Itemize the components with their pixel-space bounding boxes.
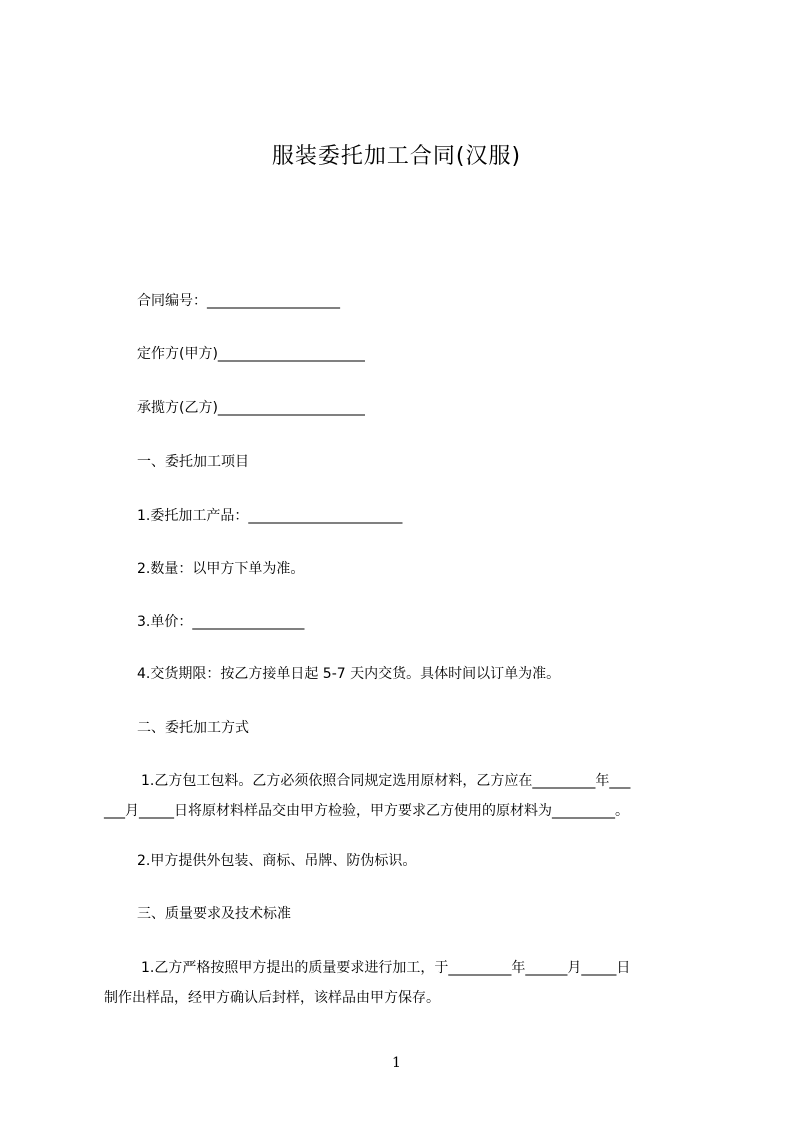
section-2-item-1-line-2: ___月_____日将原材料样品交由甲方检验，甲方要求乙方使用的原材料为_________。 xyxy=(104,803,629,819)
document-title: 服装委托加工合同(汉服) xyxy=(271,144,522,169)
section-3-item-1-line-1: 1.乙方严格按照甲方提出的质量要求进行加工，于_________年______月_____日 xyxy=(141,960,631,976)
section-2-item-2: 2.甲方提供外包装、商标、吊牌、防伪标识。 xyxy=(137,853,417,869)
contract-number-line: 合同编号：___________________ xyxy=(137,293,340,309)
section-2-item-1-line-1: 1.乙方包工包料。乙方必须依照合同规定选用原材料，乙方应在_________年___ xyxy=(141,773,631,789)
section-1-item-2: 2.数量：以甲方下单为准。 xyxy=(137,561,305,577)
section-1-item-4: 4.交货期限：按乙方接单日起 5-7 天内交货。具体时间以订单为准。 xyxy=(137,666,561,682)
party-b-line: 承揽方(乙方)_____________________ xyxy=(137,400,365,416)
section-3-heading: 三、质量要求及技术标准 xyxy=(137,906,291,922)
section-1-item-3: 3.单价：________________ xyxy=(137,614,305,630)
section-1-item-1: 1.委托加工产品：______________________ xyxy=(137,508,403,524)
section-2-heading: 二、委托加工方式 xyxy=(137,720,249,736)
section-1-heading: 一、委托加工项目 xyxy=(137,454,249,470)
section-3-item-1-line-2: 制作出样品，经甲方确认后封样，该样品由甲方保存。 xyxy=(104,990,440,1006)
page-number: 1 xyxy=(392,1055,401,1071)
party-a-line: 定作方(甲方)_____________________ xyxy=(137,346,365,362)
